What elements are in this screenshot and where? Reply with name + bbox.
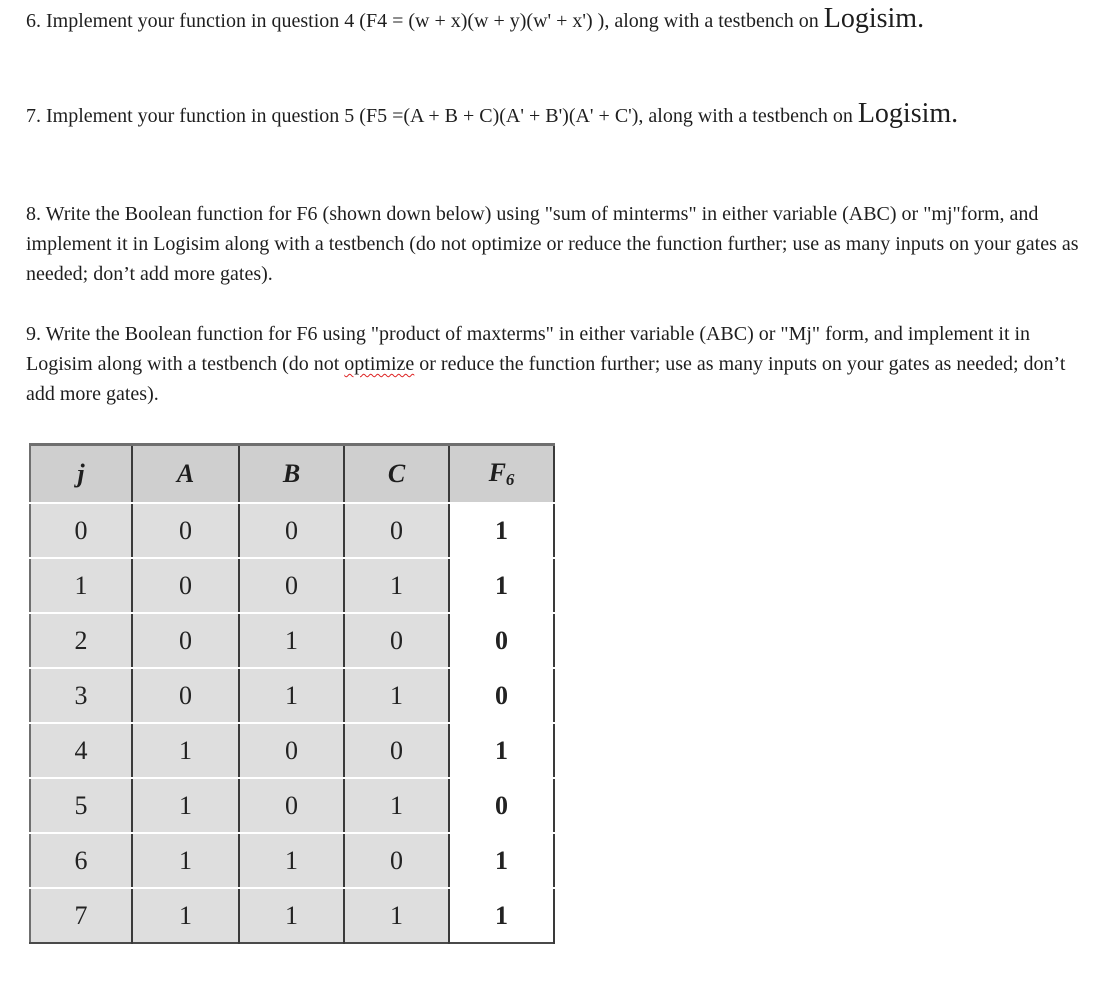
table-row — [30, 503, 554, 558]
cell-a: 0 — [132, 558, 239, 613]
question-9 — [26, 319, 1086, 409]
cell-c: 1 — [344, 558, 449, 613]
cell-c: 1 — [344, 888, 449, 943]
cell-c: 0 — [344, 833, 449, 888]
cell-f6: 1 — [449, 833, 554, 888]
cell-a: 1 — [132, 833, 239, 888]
cell-a: 0 — [132, 613, 239, 668]
header-f-subscript: 6 — [505, 470, 515, 489]
cell-j: 6 — [30, 833, 132, 888]
table-row — [30, 668, 554, 723]
table-row — [30, 723, 554, 778]
question-7-tail: Logisim. — [857, 98, 959, 129]
cell-f6: 0 — [449, 668, 554, 723]
question-7-text: 7. Implement your function in question 5 (F5 =(A + B + C)(A' + B')(A' + C'), along with a testbench on — [26, 105, 858, 127]
question-8-text: 8. Write the Boolean function for F6 (shown down below) using "sum of minterms" in either variable (ABC) or "mj"form, and implement it in Logisim along with a testbench (do not optimize or reduce the function further; use as many inputs on your gates as needed; don’t add more gates). — [26, 203, 1079, 285]
question-6 — [26, 4, 1101, 36]
table-header-row — [30, 445, 554, 504]
header-c: C — [344, 445, 449, 504]
header-b: B — [239, 445, 344, 504]
cell-b: 0 — [239, 778, 344, 833]
cell-f6: 1 — [449, 723, 554, 778]
cell-j: 0 — [30, 503, 132, 558]
cell-c: 0 — [344, 723, 449, 778]
cell-f6: 0 — [449, 613, 554, 668]
cell-a: 1 — [132, 723, 239, 778]
question-6-tail: Logisim. — [823, 3, 925, 34]
cell-f6: 1 — [449, 503, 554, 558]
table-row — [30, 613, 554, 668]
cell-j: 3 — [30, 668, 132, 723]
cell-b: 1 — [239, 888, 344, 943]
cell-b: 0 — [239, 723, 344, 778]
cell-b: 1 — [239, 668, 344, 723]
cell-j: 2 — [30, 613, 132, 668]
cell-a: 0 — [132, 503, 239, 558]
table-row — [30, 778, 554, 833]
cell-j: 1 — [30, 558, 132, 613]
question-6-text: 6. Implement your function in question 4 (F4 = (w + x)(w + y)(w' + x') ), along with a testbench on — [26, 10, 824, 32]
cell-f6: 1 — [449, 558, 554, 613]
cell-a: 1 — [132, 888, 239, 943]
cell-c: 0 — [344, 613, 449, 668]
question-9-text-after: or reduce the function further; use as many inputs on your gates as needed; don’t add more gates). — [26, 353, 1066, 405]
cell-j: 5 — [30, 778, 132, 833]
cell-j: 4 — [30, 723, 132, 778]
question-7 — [26, 99, 1086, 131]
cell-b: 0 — [239, 558, 344, 613]
cell-a: 0 — [132, 668, 239, 723]
cell-a: 1 — [132, 778, 239, 833]
cell-c: 0 — [344, 503, 449, 558]
table-row — [30, 558, 554, 613]
question-8 — [26, 199, 1086, 289]
cell-c: 1 — [344, 668, 449, 723]
header-a: A — [132, 445, 239, 504]
cell-f6: 1 — [449, 888, 554, 943]
truth-table — [29, 443, 555, 944]
header-j: j — [30, 445, 132, 504]
cell-c: 1 — [344, 778, 449, 833]
header-f: F — [488, 458, 506, 487]
cell-j: 7 — [30, 888, 132, 943]
cell-f6: 0 — [449, 778, 554, 833]
cell-b: 1 — [239, 833, 344, 888]
cell-b: 1 — [239, 613, 344, 668]
spellcheck-flagged-word[interactable]: optimize — [344, 353, 415, 375]
question-9-text-before: 9. Write the Boolean function for F6 using "product of maxterms" in either variable (ABC) or "Mj" form, and implement it in Logisim along with a testbench (do not — [26, 323, 1031, 375]
table-row — [30, 833, 554, 888]
header-f6 — [449, 445, 554, 504]
table-row — [30, 888, 554, 943]
cell-b: 0 — [239, 503, 344, 558]
